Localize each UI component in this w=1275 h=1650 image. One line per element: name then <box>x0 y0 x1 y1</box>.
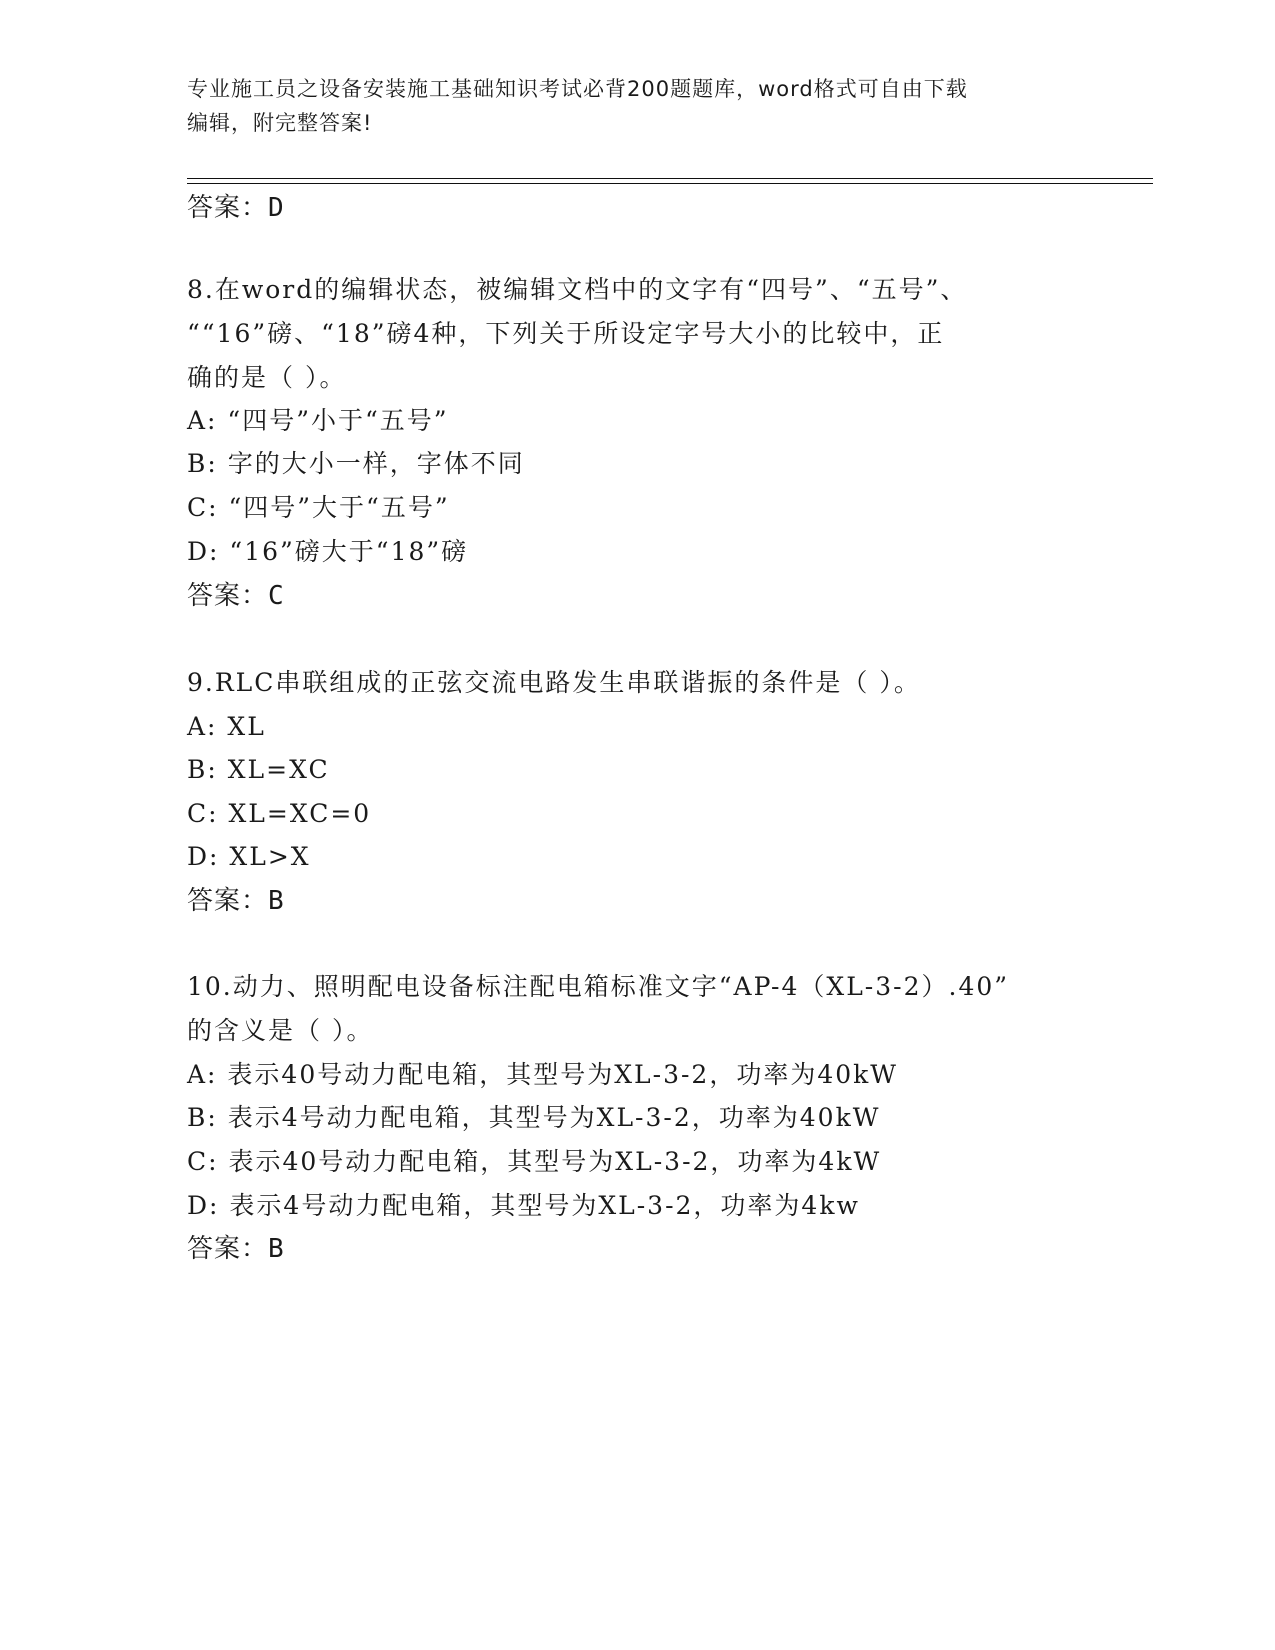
option-b: B: XL=XC <box>187 755 330 784</box>
option-a: A: “四号”小于“五号” <box>187 406 449 435</box>
option-b: B: 表示4号动力配电箱，其型号为XL-3-2，功率为40kW <box>187 1103 881 1132</box>
question-stem-line: 的含义是（ ）。 <box>187 1016 374 1045</box>
option-d: D: “16”磅大于“18”磅 <box>187 537 469 566</box>
option-a: A: 表示40号动力配电箱，其型号为XL-3-2，功率为40kW <box>187 1060 898 1089</box>
header-title-line-1: 专业施工员之设备安装施工基础知识考试必背200题题库，word格式可自由下载 <box>187 77 968 101</box>
question-stem-line: 8.在word的编辑状态，被编辑文档中的文字有“四号”、“五号”、 <box>187 275 968 304</box>
option-c: C: “四号”大于“五号” <box>187 493 450 522</box>
question-stem-line: 10.动力、照明配电设备标注配电箱标准文字“AP-4（XL-3-2）.40” <box>187 972 1010 1001</box>
page-header <box>187 72 1067 140</box>
option-c: C: XL=XC=0 <box>187 799 372 828</box>
option-d: D: XL>X <box>187 842 311 871</box>
answer: 答案：B <box>187 1234 285 1264</box>
answer-previous: 答案：D <box>187 193 285 223</box>
option-c: C: 表示40号动力配电箱，其型号为XL-3-2，功率为4kW <box>187 1147 882 1176</box>
question-stem-line: ““16”磅、“18”磅4种，下列关于所设定字号大小的比较中，正 <box>187 319 945 348</box>
header-divider-top <box>187 178 1153 179</box>
option-d: D: 表示4号动力配电箱，其型号为XL-3-2，功率为4kw <box>187 1191 860 1220</box>
question-stem-line: 确的是（ ）。 <box>187 363 347 392</box>
answer: 答案：C <box>187 581 285 611</box>
answer: 答案：B <box>187 886 285 916</box>
header-divider-bottom <box>187 183 1153 184</box>
option-b: B: 字的大小一样，字体不同 <box>187 449 525 478</box>
question-stem-line: 9.RLC串联组成的正弦交流电路发生串联谐振的条件是（ ）。 <box>187 668 921 697</box>
option-a: A: XL <box>187 712 266 741</box>
header-title-line-2: 编辑，附完整答案! <box>187 111 373 135</box>
